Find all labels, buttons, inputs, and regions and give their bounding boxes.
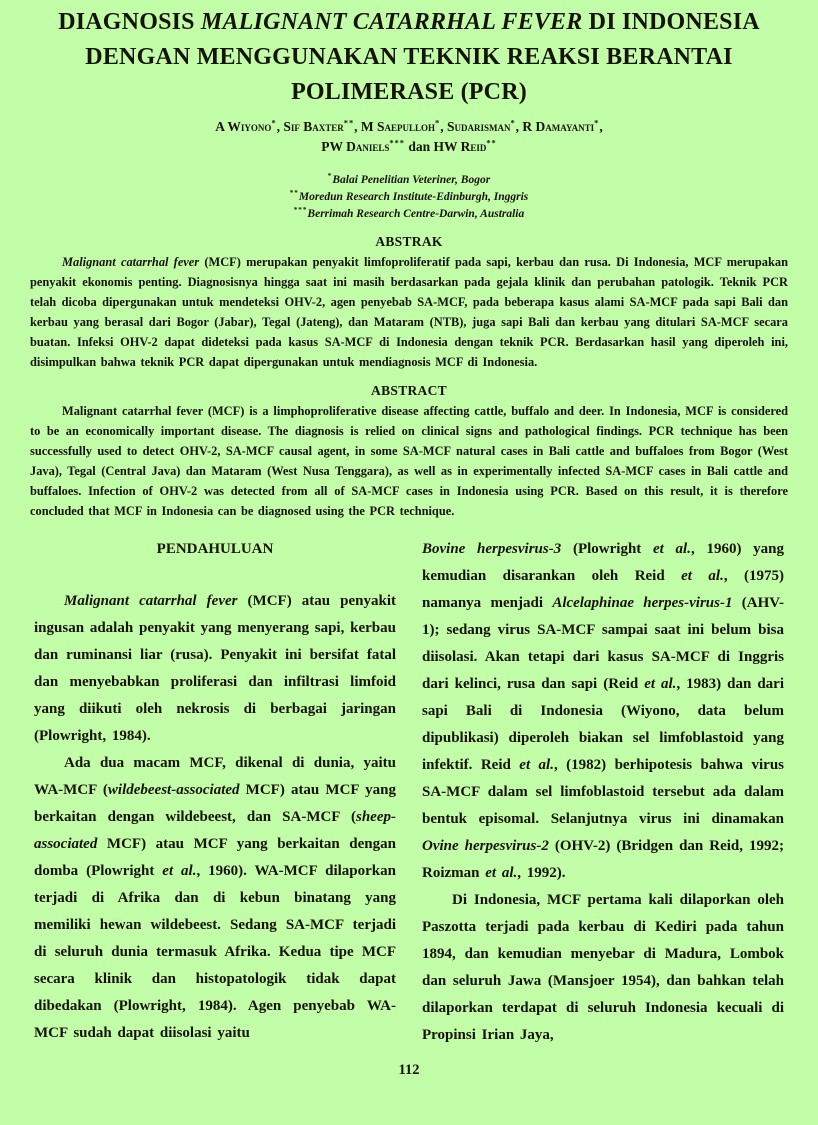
abstrak-paragraph: Malignant catarrhal fever (MCF) merupakan penyakit limfoproliferatif pada sapi, kerbau dan rusa. Di Indonesia, MCF merupakan penyakit ekonomis penting. Diagnosisnya hingga saat ini masih berdasarkan pada gejala klinik dan perubahan patologik. Teknik PCR telah dicoba dipergunakan untuk mendeteksi OHV-2, agen penyebab SA-MCF, pada beberapa kasus alami SA-MCF pada sapi Bali dan kerbau yang berasal dari Bogor (Jabar), Tegal (Jateng), dan Mataram (NTB), juga sapi Bali dan kerbau yang ditulari SA-MCF secara buatan. Infeksi OHV-2 dapat dideteksi pada kasus SA-MCF di Indonesia dengan teknik PCR. Berdasarkan hasil yang diperoleh ini, disimpulkan bahwa teknik PCR dapat dipergunakan untuk mendiagnosis MCF di Indonesia. — [30, 255, 788, 369]
paper-title-line-1: DIAGNOSIS MALIGNANT CATARRHAL FEVER DI INDONESIA — [58, 9, 760, 35]
left-paragraph-2: Ada dua macam MCF, dikenal di dunia, yaitu WA-MCF (wildebeest-associated MCF) atau MCF yang berkaitan dengan wildebeest, dan SA-MCF (sheep-associated MCF) atau MCF yang berkaitan dengan domba (Plowright et al., 1960). WA-MCF dilaporkan terjadi di Afrika dan di kebun binatang yang memiliki hewan wildebeest. Sedang SA-MCF terjadi di seluruh dunia termasuk Afrika. Kedua tipe MCF secara klinik dan histopatologik tidak dapat dibedakan (Plowright, 1984). Agen penyebab WA-MCF sudah dapat diisolasi yaitu — [34, 755, 396, 1041]
title-block — [38, 0, 780, 110]
abstrak-heading: ABSTRAK — [375, 234, 443, 249]
left-paragraph-1: Malignant catarrhal fever (MCF) atau penyakit ingusan adalah penyakit yang menyerang sapi, kerbau dan ruminansi liar (rusa). Penyakit ini bersifat fatal dan menyebabkan proliferasi dan infiltrasi limfoid yang diikuti oleh nekrosis di berbagai jaringan (Plowright, 1984). — [34, 593, 397, 744]
authors-line-2: PW Daniels*** dan HW Reid** — [321, 138, 497, 154]
author-list — [0, 117, 818, 157]
abstrak-section — [0, 234, 818, 372]
pendahuluan-heading: PENDAHULUAN — [156, 541, 274, 557]
abstract-paragraph: Malignant catarrhal fever (MCF) is a limphoproliferative disease affecting cattle, buffalo and deer. In Indonesia, MCF is considered to be an economically important disease. The diagnosis is relied on clinical signs and pathological findings. PCR technique has been successfully used to detect OHV-2, SA-MCF causal agent, in some SA-MCF natural cases in Bali cattle and buffaloes from Bogor (West Java), Tegal (Central Java) dan Mataram (West Nusa Tenggara), as well as in experimentally infected SA-MCF cases in Bali cattle and buffaloes. Infection of OHV-2 was detected from all of SA-MCF cases in Indonesia using PCR. Based on this result, it is therefore concluded that MCF in Indonesia can be diagnosed using the PCR technique. — [30, 404, 788, 518]
right-column — [422, 536, 784, 1049]
authors-line-1: A Wiyono*, Sif Baxter**, M Saepulloh*, Sudarisman*, R Damayanti*, — [215, 118, 603, 134]
page-number: 112 — [398, 1062, 420, 1078]
affiliations-block — [0, 172, 818, 223]
two-column-body — [34, 536, 784, 1049]
affiliation-1: *Balai Penelitian Veteriner, Bogor — [327, 172, 491, 186]
affiliation-2: **Moredun Research Institute-Edinburgh, Inggris — [289, 189, 529, 203]
abstract-heading: ABSTRACT — [371, 383, 447, 398]
left-column — [34, 536, 396, 1049]
paper-title-line-3: POLIMERASE (PCR) — [291, 79, 527, 105]
abstract-section — [0, 383, 818, 521]
affiliation-3: ***Berrimah Research Centre-Darwin, Australia — [293, 206, 525, 220]
right-paragraph-1: Bovine herpesvirus-3 (Plowright et al., 1960) yang kemudian disarankan oleh Reid et al., (1975) namanya menjadi Alcelaphinae herpes-virus-1 (AHV-1); sedang virus SA-MCF sampai saat ini belum bisa diisolasi. Akan tetapi dari kasus SA-MCF di Inggris dari kelinci, rusa dan sapi (Reid et al., 1983) dan dari sapi Bali di Indonesia (Wiyono, data belum dipublikasi) diperoleh biakan sel limfoblastoid yang infektif. Reid et al., (1982) berhipotesis bahwa virus SA-MCF dalam sel limfoblastoid tersebut ada dalam bentuk episomal. Selanjutnya virus ini dinamakan Ovine herpesvirus-2 (OHV-2) (Bridgen dan Reid, 1992; Roizman et al., 1992). — [422, 541, 785, 881]
paper-title-line-2: DENGAN MENGGUNAKAN TEKNIK REAKSI BERANTAI — [85, 44, 733, 70]
right-paragraph-2: Di Indonesia, MCF pertama kali dilaporkan oleh Paszotta terjadi pada kerbau di Kediri pada tahun 1894, dan kemudian menyebar di Madura, Lombok dan seluruh Jawa (Mansjoer 1954), dan bahkan telah dilaporkan terdapat di seluruh Indonesia kecuali di Propinsi Irian Jaya, — [422, 892, 784, 1043]
